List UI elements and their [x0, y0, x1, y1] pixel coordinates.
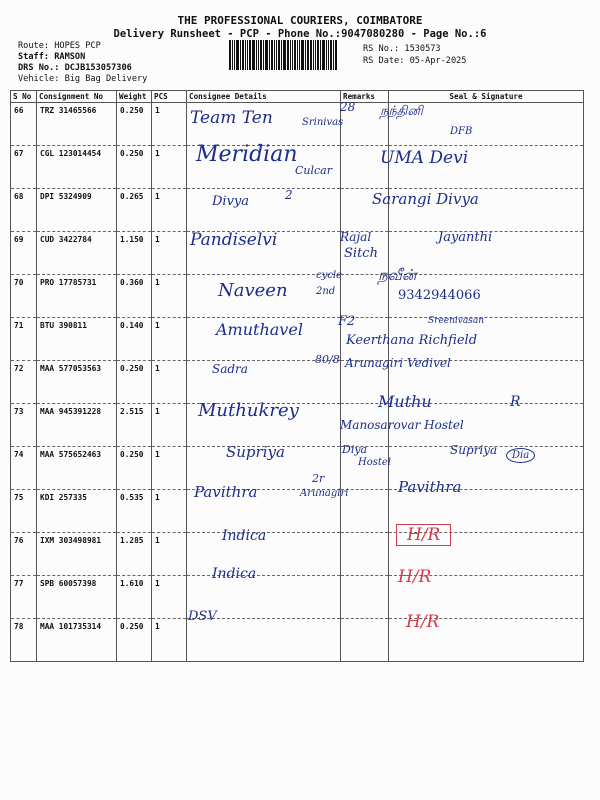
- handwriting-signature: H/R: [398, 567, 432, 587]
- cell-pcs: 1: [152, 318, 187, 361]
- col-sno: S No: [11, 91, 37, 103]
- handwriting-remark: Sitch: [344, 246, 378, 261]
- handwriting-signature: Pavithra: [398, 478, 462, 496]
- cell-sno: 67: [11, 146, 37, 189]
- barcode-bar: [313, 40, 314, 70]
- barcode-bar: [320, 40, 321, 70]
- col-remarks: Remarks: [341, 91, 389, 103]
- cell-weight: 0.265: [117, 189, 152, 232]
- handwriting-consignee: Srinivas: [302, 117, 344, 128]
- cell-sno: 78: [11, 619, 37, 662]
- drs-label: DRS No.: DCJB153057306: [18, 63, 132, 73]
- cell-sno: 68: [11, 189, 37, 232]
- handwriting-remark: Diya: [342, 443, 368, 456]
- cell-consignment: PRO 17785731: [37, 275, 117, 318]
- cell-consignment: SPB 60057398: [37, 576, 117, 619]
- handwriting-consignee: Culcar: [295, 164, 332, 177]
- cell-consignment: IXM 303498981: [37, 533, 117, 576]
- cell-remarks: [341, 533, 389, 576]
- handwriting-signature: Jayanthi: [438, 230, 493, 245]
- cell-weight: 1.285: [117, 533, 152, 576]
- col-consignment: Consignment No: [37, 91, 117, 103]
- cell-pcs: 1: [152, 447, 187, 490]
- barcode-bar: [229, 40, 231, 70]
- barcode-bar: [335, 40, 337, 70]
- handwriting-signature: R: [510, 394, 521, 410]
- table-row: [11, 619, 584, 662]
- handwriting-remark: F2: [338, 314, 356, 329]
- cell-sno: 66: [11, 103, 37, 146]
- cell-pcs: 1: [152, 232, 187, 275]
- cell-weight: 0.250: [117, 103, 152, 146]
- cell-consignment: DPI 5324909: [37, 189, 117, 232]
- table-row: [11, 103, 584, 146]
- handwriting-signature: Keerthana Richfield: [346, 333, 478, 348]
- barcode-bar: [305, 40, 306, 70]
- barcode-bar: [271, 40, 273, 70]
- cell-pcs: 1: [152, 103, 187, 146]
- handwriting-remark: 2nd: [316, 286, 336, 297]
- handwriting-remark: Hostel: [358, 457, 392, 468]
- cell-consignment: CUD 3422784: [37, 232, 117, 275]
- handwriting-consignee: Indica: [222, 528, 267, 544]
- barcode-bar: [290, 40, 291, 70]
- cell-consignment: KDI 257335: [37, 490, 117, 533]
- cell-weight: 0.250: [117, 146, 152, 189]
- barcode-bar: [276, 40, 277, 70]
- handwriting-remark: Manosarovar Hostel: [340, 418, 464, 432]
- cell-consignee: [187, 619, 341, 662]
- barcode-bar: [287, 40, 289, 70]
- barcode-bar: [265, 40, 268, 70]
- handwriting-consignee: Indica: [212, 566, 257, 582]
- barcode-bar: [258, 40, 259, 70]
- barcode-bar: [310, 40, 312, 70]
- barcode-bar: [292, 40, 293, 70]
- cell-weight: 0.535: [117, 490, 152, 533]
- cell-pcs: 1: [152, 533, 187, 576]
- handwriting-remark: 28: [340, 100, 356, 114]
- cell-sno: 75: [11, 490, 37, 533]
- cell-weight: 1.610: [117, 576, 152, 619]
- cell-consignee: [187, 361, 341, 404]
- handwriting-signature: H/R: [406, 612, 440, 632]
- handwriting-signature: Supriya: [450, 443, 498, 457]
- barcode-bar: [240, 40, 241, 70]
- cell-weight: 2.515: [117, 404, 152, 447]
- barcode-bar: [269, 40, 270, 70]
- barcode-bar: [317, 40, 319, 70]
- table-row: [11, 533, 584, 576]
- cell-weight: 0.360: [117, 275, 152, 318]
- rs-date: RS Date: 05-Apr-2025: [363, 56, 467, 66]
- handwriting-consignee: 2: [285, 188, 293, 202]
- col-consignee: Consignee Details: [187, 91, 341, 103]
- runsheet-barcode: [229, 40, 355, 70]
- cell-sno: 72: [11, 361, 37, 404]
- barcode-bar: [333, 40, 334, 70]
- handwriting-consignee: DSV: [188, 609, 217, 624]
- col-signature: Seal & Signature: [389, 91, 584, 103]
- table-row: [11, 447, 584, 490]
- barcode-bar: [299, 40, 300, 70]
- handwriting-consignee: Meridian: [196, 142, 298, 167]
- cell-consignee: [187, 189, 341, 232]
- barcode-bar: [260, 40, 262, 70]
- handwriting-signature: DFB: [450, 126, 473, 137]
- table-row: [11, 189, 584, 232]
- table-header-row: [11, 91, 584, 103]
- handwriting-signature: 9342944066: [398, 288, 481, 303]
- cell-sno: 73: [11, 404, 37, 447]
- cell-sno: 71: [11, 318, 37, 361]
- barcode-bar: [252, 40, 255, 70]
- barcode-bar: [307, 40, 309, 70]
- barcode-bar: [315, 40, 316, 70]
- barcode-bar: [278, 40, 280, 70]
- cell-remarks: [341, 576, 389, 619]
- cell-pcs: 1: [152, 404, 187, 447]
- table-row: [11, 576, 584, 619]
- barcode-bar: [326, 40, 327, 70]
- handwriting-consignee: Sadra: [212, 362, 248, 376]
- handwriting-consignee: Team Ten: [190, 108, 273, 128]
- barcode-bar: [242, 40, 244, 70]
- cell-consignment: TRZ 31465566: [37, 103, 117, 146]
- cell-pcs: 1: [152, 146, 187, 189]
- staff-label: Staff: RAMSON: [18, 52, 86, 62]
- handwriting-consignee: Muthukrey: [198, 400, 299, 421]
- company-title: THE PROFESSIONAL COURIERS, COIMBATORE: [177, 14, 423, 27]
- col-pcs: PCS: [152, 91, 187, 103]
- cell-pcs: 1: [152, 189, 187, 232]
- barcode-bar: [263, 40, 264, 70]
- vehicle-label: Vehicle: Big Bag Delivery: [18, 74, 148, 84]
- barcode-bar: [234, 40, 235, 70]
- cell-consignment: MAA 101735314: [37, 619, 117, 662]
- barcode-bar: [274, 40, 275, 70]
- cell-weight: 1.150: [117, 232, 152, 275]
- cell-sno: 69: [11, 232, 37, 275]
- table-row: [11, 490, 584, 533]
- barcode-bar: [330, 40, 332, 70]
- barcode-bar: [245, 40, 246, 70]
- handwriting-remark: Arunagiri: [300, 488, 349, 499]
- cell-pcs: 1: [152, 275, 187, 318]
- handwriting-remark: 2r: [312, 472, 325, 485]
- cell-sno: 76: [11, 533, 37, 576]
- handwriting-consignee: Pavithra: [194, 483, 258, 501]
- col-weight: Weight: [117, 91, 152, 103]
- handwriting-signature: நந்தினி: [380, 104, 423, 119]
- barcode-bar: [328, 40, 329, 70]
- cell-consignment: MAA 575652463: [37, 447, 117, 490]
- cell-pcs: 1: [152, 361, 187, 404]
- barcode-bar: [256, 40, 257, 70]
- cell-weight: 0.250: [117, 447, 152, 490]
- cell-sno: 70: [11, 275, 37, 318]
- cell-remarks: [341, 619, 389, 662]
- runsheet-meta-right: [363, 43, 466, 67]
- table-row: [11, 361, 584, 404]
- barcode-bar: [236, 40, 239, 70]
- cell-weight: 0.250: [117, 619, 152, 662]
- table-row: [11, 275, 584, 318]
- handwriting-consignee: Pandiselvi: [190, 230, 278, 250]
- handwriting-consignee: Amuthavel: [216, 320, 303, 339]
- cell-weight: 0.140: [117, 318, 152, 361]
- barcode-bar: [281, 40, 282, 70]
- handwriting-consignee: Naveen: [218, 280, 288, 301]
- cell-pcs: 1: [152, 576, 187, 619]
- handwriting-signature: Arunagiri Vedivel: [345, 356, 451, 370]
- cell-consignment: MAA 945391228: [37, 404, 117, 447]
- barcode-bar: [232, 40, 233, 70]
- cell-weight: 0.250: [117, 361, 152, 404]
- handwriting-signature: நவீன்: [378, 266, 417, 284]
- handwriting-remark: cycle: [316, 270, 342, 281]
- table-row: [11, 232, 584, 275]
- cell-consignment: MAA 577053563: [37, 361, 117, 404]
- barcode-bar: [294, 40, 296, 70]
- handwriting-remark: 80/8: [315, 353, 340, 366]
- handwriting-remark: Rajal: [340, 230, 372, 244]
- handwriting-signature: Sreenivasan: [428, 316, 485, 326]
- barcode-bar: [301, 40, 304, 70]
- cell-pcs: 1: [152, 490, 187, 533]
- cell-sno: 74: [11, 447, 37, 490]
- barcode-bar: [322, 40, 325, 70]
- cell-consignment: BTU 390811: [37, 318, 117, 361]
- handwriting-signature: UMA Devi: [380, 148, 469, 168]
- cell-consignment: CGL 123014454: [37, 146, 117, 189]
- runsheet-subtitle: Delivery Runsheet - PCP - Phone No.:9047080280 - Page No.:6: [113, 28, 487, 40]
- handwriting-consignee: Supriya: [226, 443, 285, 461]
- barcode-bar: [249, 40, 251, 70]
- barcode-bar: [283, 40, 286, 70]
- cell-pcs: 1: [152, 619, 187, 662]
- handwriting-signature: Muthu: [378, 392, 432, 411]
- rs-number: RS No.: 1530573: [363, 44, 441, 54]
- route-label: Route: HOPES PCP: [18, 41, 101, 51]
- handwriting-signature: H/R: [396, 524, 451, 546]
- handwriting-signature: Sarangi Divya: [372, 190, 479, 208]
- barcode-bar: [247, 40, 248, 70]
- cell-sno: 77: [11, 576, 37, 619]
- handwriting-consignee: Divya: [212, 194, 250, 209]
- runsheet-meta-left: [18, 41, 147, 85]
- handwriting-signature: Dia: [506, 448, 535, 463]
- barcode-bar: [297, 40, 298, 70]
